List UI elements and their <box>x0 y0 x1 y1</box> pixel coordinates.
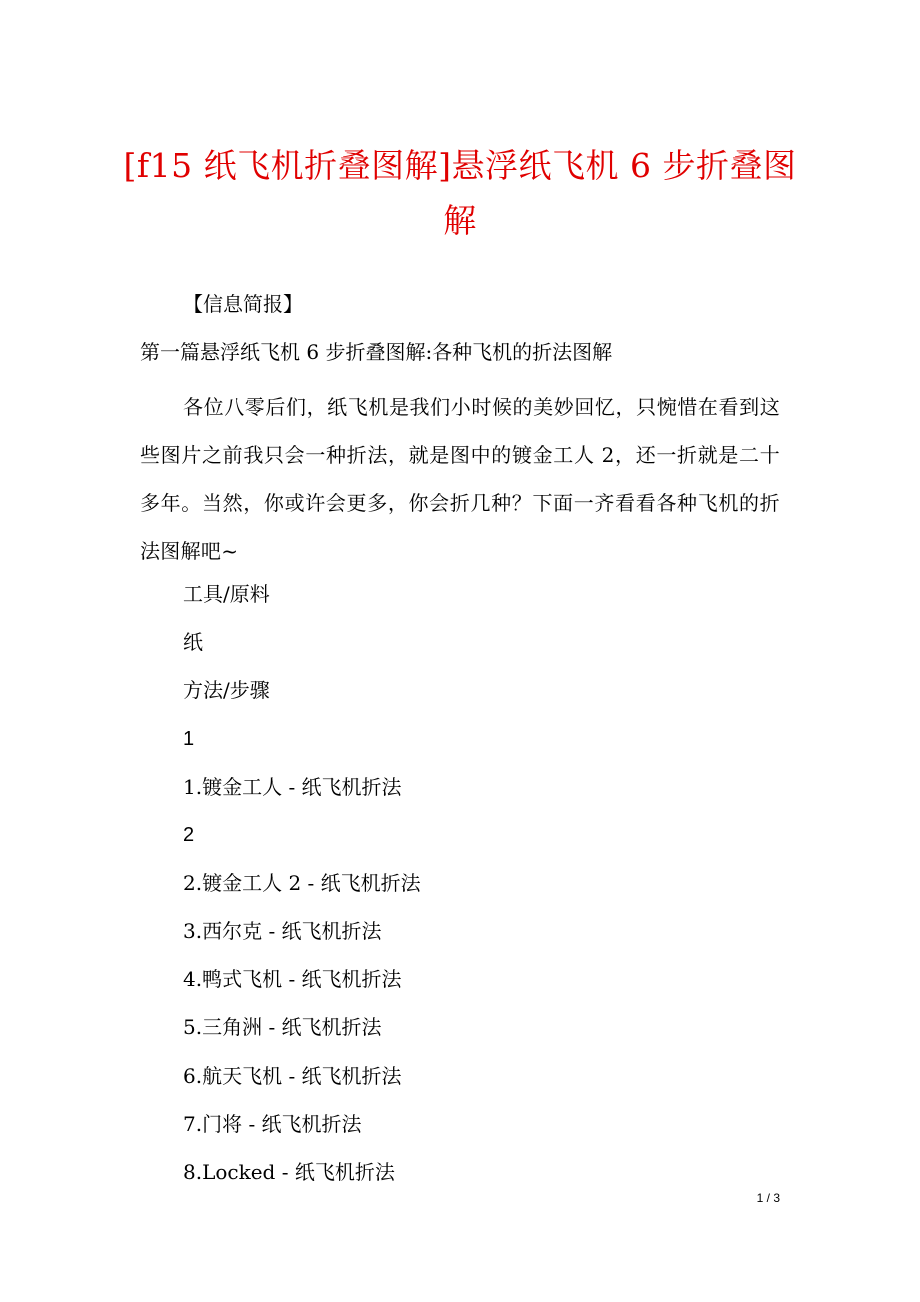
section-heading: 第一篇悬浮纸飞机 6 步折叠图解:各种飞机的折法图解 <box>140 340 613 364</box>
intro-paragraph: 各位八零后们，纸飞机是我们小时候的美妙回忆，只惋惜在看到这些图片之前我只会一种折法，就是图中的镀金工人 2，还一折就是二十多年。当然，你或许会更多，你会折几种？下面一齐看看各种飞机的折法图解吧~ <box>140 395 780 563</box>
tools-value: 纸 <box>183 630 203 654</box>
step-number: 2 <box>183 824 195 846</box>
method-label: 方法/步骤 <box>183 678 270 702</box>
list-item: 7.门将 - 纸飞机折法 <box>183 1112 362 1136</box>
step-number: 1 <box>183 728 195 750</box>
page-indicator: 1 / 3 <box>756 1191 780 1205</box>
tools-label: 工具/原料 <box>183 582 270 606</box>
list-item: 8.Locked - 纸飞机折法 <box>183 1160 395 1184</box>
list-item: 1.镀金工人 - 纸飞机折法 <box>183 775 402 799</box>
info-header: 【信息简报】 <box>183 292 303 316</box>
list-item: 4.鸭式飞机 - 纸飞机折法 <box>183 967 402 991</box>
list-item: 2.镀金工人 2 - 纸飞机折法 <box>183 871 421 895</box>
list-item: 6.航天飞机 - 纸飞机折法 <box>183 1064 402 1088</box>
list-item: 3.西尔克 - 纸飞机折法 <box>183 919 382 943</box>
document-title: [f15 纸飞机折叠图解]悬浮纸飞机 6 步折叠图解 <box>123 146 797 240</box>
list-item: 5.三角洲 - 纸飞机折法 <box>183 1015 382 1039</box>
